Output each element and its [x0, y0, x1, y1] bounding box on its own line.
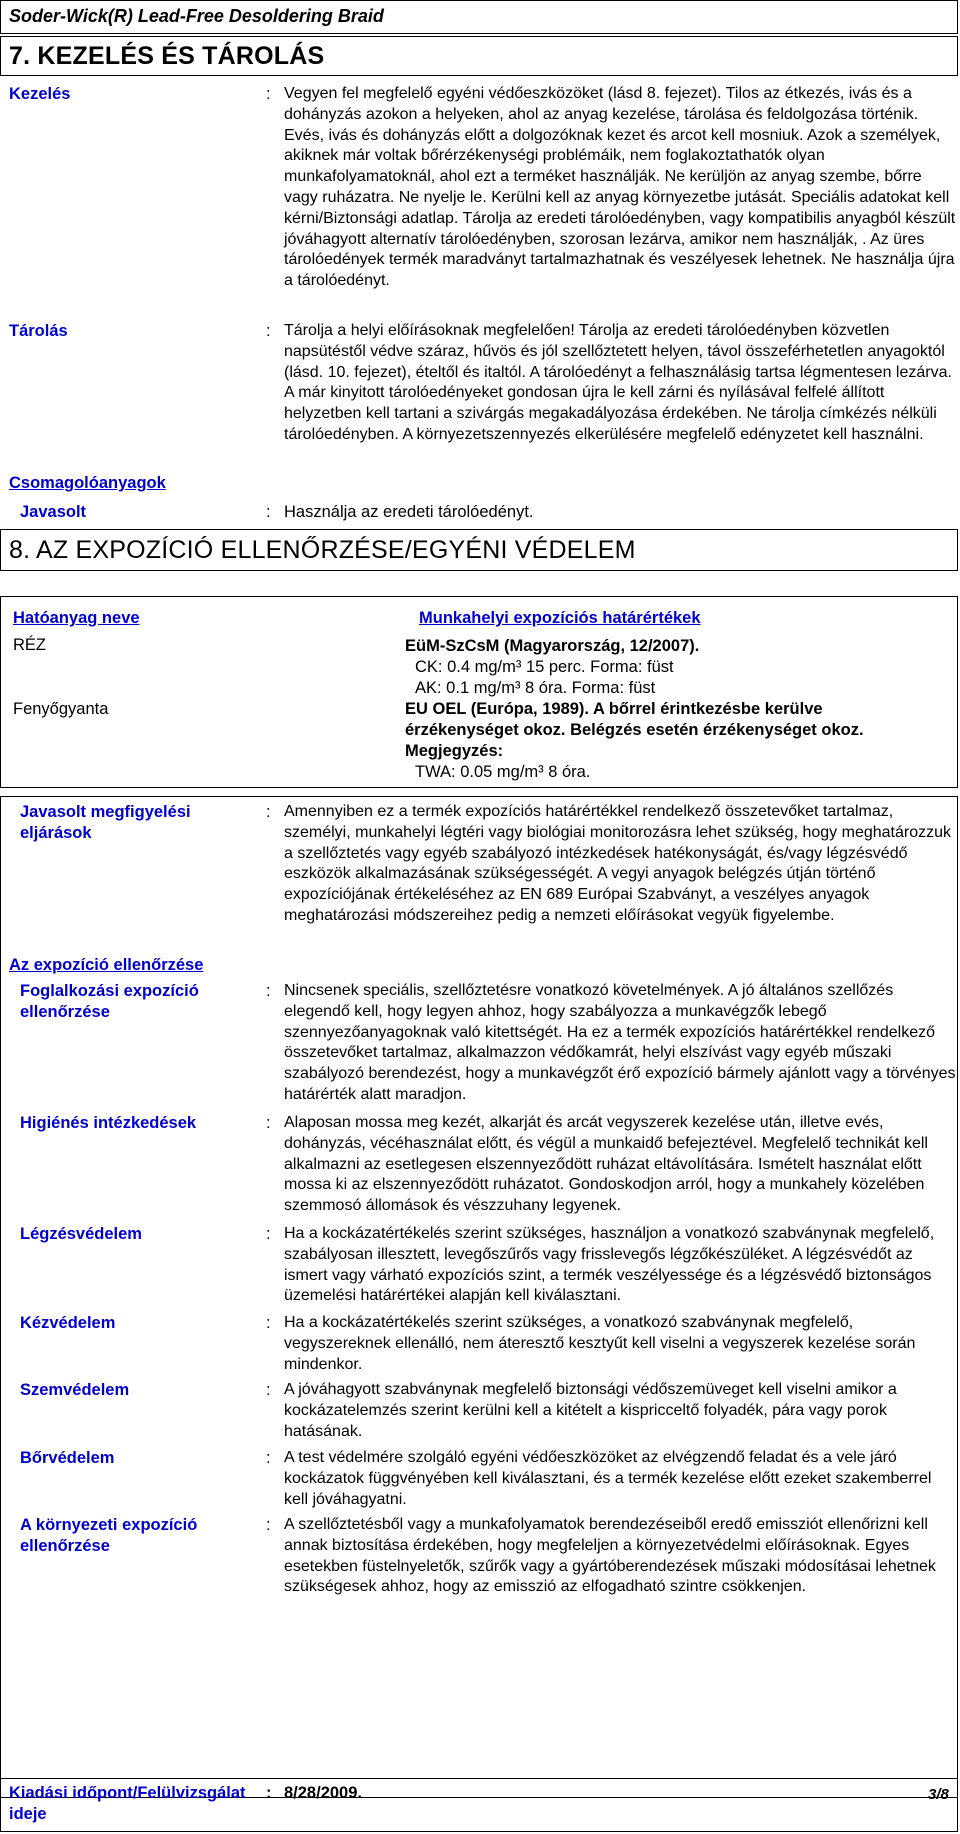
- occupational-exposure-text: Nincsenek speciális, szellőztetésre vonatkozó követelmények. A jó általános szellőzés elegendő kell, hogy legyen ahhoz, hogy szabályozza a munkavégzők lebegő szennyezőanyagoknak való kitettségét. Ha ez a termék expozíciós határértékkel rendelkező összetevőket tartalmaz, alkalmazzon védőkamrát, helyi elszívást vagy egyéb műszaki szabályozó berendezést, hogy a munkavégzőt érő expozíció bármely ajánlott vagy a törvényes határérték alatt maradjon.: [284, 982, 956, 1103]
- footer-issue-date-label: Kiadási időpont/Felülvizsgálat ideje: [9, 1784, 246, 1823]
- respiratory-protection-label: Légzésvédelem: [20, 1225, 142, 1243]
- hygiene-text: Alaposan mossa meg kezét, alkarját és arcát vegyszerek kezelése után, illetve evés, dohányzás, vécéhasználat előtt, és végül a munkaidő befejeztével. Megfelelő technikát kell alkalmazni az esetlegesen elszennyeződött ruházat eltávolítására. Ismételt használat előtt mossa ki az elszennyeződött ruházatot. Gondoskodjon arról, hogy a munkahely közelében szemmosó állomások és vészzuhany legyenek.: [284, 1114, 928, 1215]
- table-row-limit-line: Megjegyzés:: [405, 742, 504, 760]
- handling-colon: :: [266, 85, 271, 103]
- table-header-limits: Munkahelyi expozíciós határértékek: [419, 609, 701, 627]
- monitoring-text: Amennyiben ez a termék expozíciós határértékkel rendelkező összetevőket tartalmaz, személyi, munkahelyi légtéri vagy biológiai monitorozásra lehet szükség, hogy meghatározzuk a szellőztetés vagy egyéb szabályozó intézkedések hatékonyságát, és/vagy légzésvédő eszközök alkalmazásának szükségességét. A vegyi anyagok belégzés útján történő expozíciójának értékeléséhez az EN 689 Európai Szabványt, a veszélyes anyagok meghatározási módszereihez pedig a nemzeti előírásokat vegyük figyelembe.: [284, 803, 951, 924]
- environmental-exposure-text: A szellőztetésből vagy a munkafolyamatok berendezéseiből eredő emissziót ellenőrizni kell annak biztosítása érdekében, hogy megfeleljen a környezetvédelmi előírásoknak. Egyes esetekben füstelnyeletők, szűrők vagy a gyártóberendezések műszaki módosításai lehetnek szükségesek ahhoz, hogy az emisszió az elfogadható szintre csökkenjen.: [284, 1516, 936, 1596]
- occupational-exposure-label: Foglalkozási expozíció ellenőrzése: [20, 982, 199, 1021]
- table-row-limit-line: érzékenységet okoz. Belégzés esetén érzékenységet okoz.: [405, 721, 864, 739]
- storage-colon: :: [266, 322, 271, 340]
- handling-text: Vegyen fel megfelelő egyéni védőeszközöket (lásd 8. fejezet). Tilos az étkezés, ivás és a dohányzás azokon a helyeken, ahol az anyag kezelése, tárolása és feldolgozása történik. Evés, ivás és dohányzás előtt a dolgozóknak kezet és arcot kell mosniuk. Azok a személyek, akiknek már voltak bőrérzékenységi problémáik, nem foglakoztathatók olyan munkafolyamatoknál, ahol ezt a terméket használják. Ne kerüljön az anyag szembe, bőrre vagy ruházatra. Ne nyelje le. Kerülni kell az anyag környezetbe jutását. Speciális adatokat kell kérni/Biztonsági adatlap. Tárolja az eredeti tárolóedényben, vagy kompatibilis anyagból készült jóváhagyott alternatív tárolóedényben, szorosan lezárva, amikor nem használják, . Az üres tárolóedények termék maradványt tartalmazhatnak és veszélyesek lehetnek. Ne használja újra a tárolóedényt.: [284, 85, 956, 290]
- eye-protection-text: A jóváhagyott szabványnak megfelelő biztonsági védőszemüveget kell viselni amikor a kockázatelemzés szerint kerülni kell a kitételt a kispricceltő folyadék, pára vagy porok hatásának.: [284, 1381, 897, 1440]
- packaging-heading: Csomagolóanyagok: [9, 474, 166, 492]
- skin-protection-text: A test védelmére szolgáló egyéni védőeszközöket az elvégzendő feladat és a vele járó kockázatok függvényében kell kiválasztani, és a termék kezelése előtt ezeket szakemberrel kell jóváhagyatni.: [284, 1449, 932, 1508]
- table-row-limit-line: AK: 0.1 mg/m³ 8 óra. Forma: füst: [415, 679, 656, 697]
- packaging-recommended-label: Javasolt: [20, 503, 87, 521]
- monitoring-colon: :: [266, 803, 271, 821]
- storage-text: Tárolja a helyi előírásoknak megfelelően! Tárolja az eredeti tárolóedényben közvetlen napsütéstől védve száraz, hűvös és jól szellőztetett helyen, távol összeférhetetlen anyagoktól (lásd. 10. fejezet), ételtől és italtól. A tárolóedényt a felhasználásig tartsa légmentesen lezárva. A már kinyitott tárolóedényeket gondosan újra le kell zárni és nyílásával felfelé állított helyzetben kell tartani a szivárgás megakadályozása érdekében. Ne tárolja címkézés nélküli tárolóedényben. A környezetszennyezés elkerülésére megfelelő edényzetet kell használni.: [284, 322, 952, 443]
- skin-protection-colon: :: [266, 1449, 271, 1467]
- table-row-limit-line: EüM-SzCsM (Magyarország, 12/2007).: [405, 637, 700, 655]
- table-row-limit-line: CK: 0.4 mg/m³ 15 perc. Forma: füst: [415, 658, 674, 676]
- section-7-title: 7. KEZELÉS ÉS TÁROLÁS: [9, 42, 325, 70]
- hand-protection-text: Ha a kockázatértékelés szerint szükséges, a vonatkozó szabványnak megfelelő, vegyszereknek ellenálló, nem áteresztő kesztyűt kell viselni a vegyszerek kezelése során mindenkor.: [284, 1314, 916, 1373]
- hygiene-colon: :: [266, 1114, 271, 1132]
- storage-label: Tárolás: [9, 322, 68, 340]
- skin-protection-label: Bőrvédelem: [20, 1449, 115, 1467]
- environmental-exposure-colon: :: [266, 1516, 271, 1534]
- packaging-text: Használja az eredeti tárolóedényt.: [284, 503, 534, 521]
- table-row-limit-line: TWA: 0.05 mg/m³ 8 óra.: [415, 763, 591, 781]
- occupational-exposure-colon: :: [266, 982, 271, 1000]
- exposure-control-heading: Az expozíció ellenőrzése: [9, 956, 204, 974]
- hygiene-label: Higiénés intézkedések: [20, 1114, 197, 1132]
- handling-label: Kezelés: [9, 85, 71, 103]
- table-row-substance: Fenyőgyanta: [13, 700, 109, 718]
- table-row-limit-line: EU OEL (Európa, 1989). A bőrrel érintkezésbe kerülve: [405, 700, 823, 718]
- table-row-substance: RÉZ: [13, 636, 46, 654]
- respiratory-protection-colon: :: [266, 1225, 271, 1243]
- environmental-exposure-label: A környezeti expozíció ellenőrzése: [20, 1516, 198, 1555]
- table-header-substance: Hatóanyag neve: [13, 609, 140, 627]
- hand-protection-colon: :: [266, 1314, 271, 1332]
- footer-issue-date: 8/28/2009.: [284, 1784, 362, 1802]
- respiratory-protection-text: Ha a kockázatértékelés szerint szükséges, használjon a vonatkozó szabványnak megfelelő, szabályosan illesztett, levegőszűrős vagy frisslevegős légzőkészüléket. A légzésvédőt az ismert vagy várható expozíciós szint, a termék veszélyessége és a légzésvédő biztonságos üzemelési határértékei alapján kell kiválasztani.: [284, 1225, 935, 1305]
- eye-protection-label: Szemvédelem: [20, 1381, 130, 1399]
- monitoring-label: Javasolt megfigyelési eljárások: [20, 803, 191, 842]
- packaging-colon: :: [266, 503, 271, 521]
- hand-protection-label: Kézvédelem: [20, 1314, 116, 1332]
- section-8-title: 8. AZ EXPOZÍCIÓ ELLENŐRZÉSE/EGYÉNI VÉDELEM: [9, 536, 636, 564]
- page-number: 3/8: [928, 1786, 949, 1803]
- eye-protection-colon: :: [266, 1381, 271, 1399]
- footer-colon: :: [266, 1784, 272, 1802]
- document-title: Soder-Wick(R) Lead-Free Desoldering Braid: [9, 6, 384, 26]
